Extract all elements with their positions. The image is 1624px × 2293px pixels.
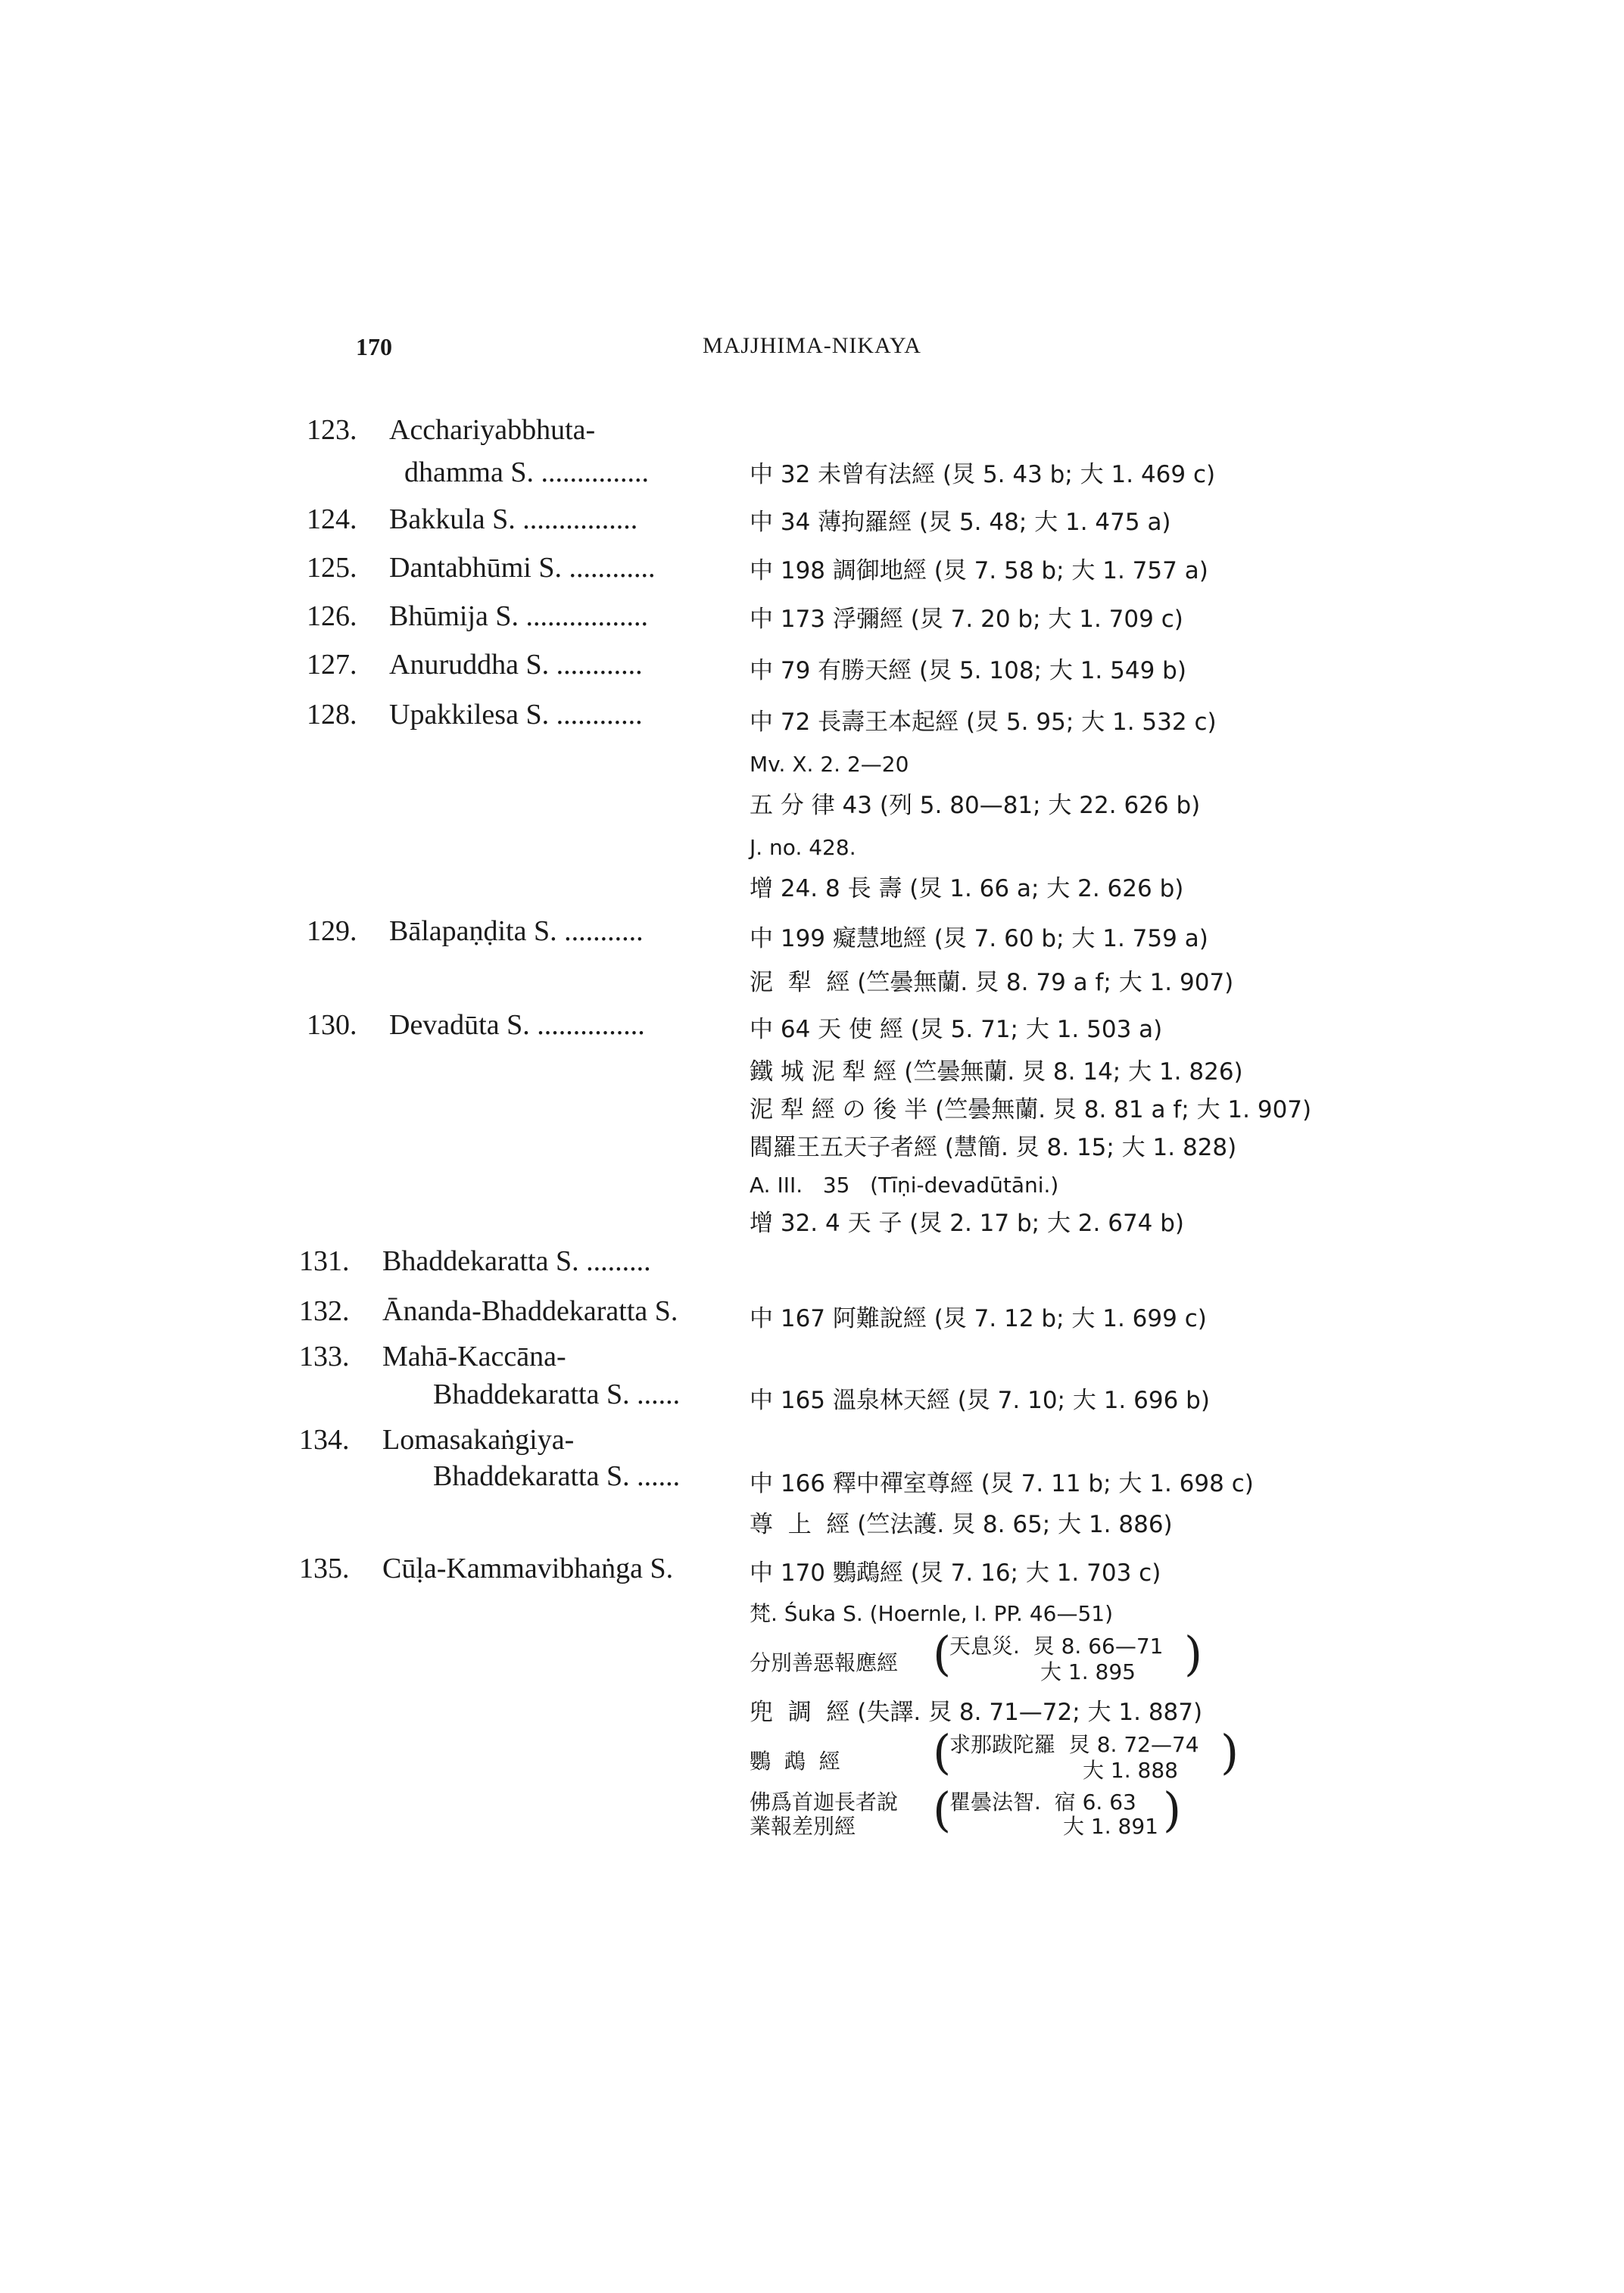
reference-line: 大 1. 888 — [1083, 1758, 1178, 1783]
entry-number: 127. — [307, 649, 357, 681]
entry-number: 128. — [307, 699, 357, 731]
entry-number: 133. — [299, 1341, 350, 1372]
reference-line: 大 1. 895 — [1040, 1659, 1136, 1684]
reference: 閻羅王五天子者經 (慧簡. 炅 8. 15; 大 1. 828) — [750, 1134, 1237, 1161]
entry-number: 125. — [307, 552, 357, 584]
reference: 中 79 有勝天經 (炅 5. 108; 大 1. 549 b) — [750, 657, 1186, 684]
reference: 五 分 律 43 (列 5. 80—81; 大 22. 626 b) — [750, 792, 1201, 819]
reference: 中 173 浮彌經 (炅 7. 20 b; 大 1. 709 c) — [750, 606, 1183, 633]
entry-number: 123. — [307, 414, 357, 446]
left-paren: ( — [933, 1782, 952, 1837]
reference: 泥 犁 經 の 後 半 (竺曇無蘭. 炅 8. 81 a f; 大 1. 907) — [750, 1096, 1312, 1123]
reference: 中 64 天 使 經 (炅 5. 71; 大 1. 503 a) — [750, 1016, 1163, 1043]
entry-number: 135. — [299, 1553, 350, 1584]
entry-title: Devadūta S. ............... — [389, 1009, 645, 1041]
reference: 中 170 鸚鵡經 (炅 7. 16; 大 1. 703 c) — [750, 1559, 1161, 1587]
left-paren: ( — [933, 1626, 952, 1681]
reference: 鐵 城 泥 犁 經 (竺曇無蘭. 炅 8. 14; 大 1. 826) — [750, 1058, 1243, 1086]
right-paren: ) — [1184, 1626, 1203, 1681]
reference: 鸚 鵡 經 — [750, 1749, 840, 1774]
reference: 兜 調 經 (失譯. 炅 8. 71—72; 大 1. 887) — [750, 1699, 1203, 1726]
reference: Mv. X. 2. 2—20 — [750, 752, 909, 777]
reference: 增 24. 8 長 壽 (炅 1. 66 a; 大 2. 626 b) — [750, 875, 1184, 902]
reference: 梵. Śuka S. (Hoernle, I. PP. 46—51) — [750, 1601, 1114, 1626]
entry-title-line2: Bhaddekaratta S. ...... — [433, 1379, 681, 1410]
entry-title: Bhaddekaratta S. ......... — [382, 1245, 651, 1277]
entry-title-line1: Lomasakaṅgiya- — [382, 1424, 575, 1456]
entry-title: Ānanda-Bhaddekaratta S. — [382, 1295, 678, 1327]
entry-title-line2: dhamma S. ............... — [404, 456, 649, 488]
reference: 中 167 阿難說經 (炅 7. 12 b; 大 1. 699 c) — [750, 1305, 1207, 1332]
running-title: MAJJHIMA-NIKAYA — [703, 333, 921, 358]
reference-line: 瞿曇法智. 宿 6. 63 — [949, 1790, 1136, 1815]
entry-number: 129. — [307, 915, 357, 947]
entry-number: 132. — [299, 1295, 350, 1327]
entry-number: 131. — [299, 1245, 350, 1277]
left-paren: ( — [933, 1724, 952, 1780]
reference: 泥 犁 經 (竺曇無蘭. 炅 8. 79 a f; 大 1. 907) — [750, 969, 1234, 996]
entry-title: Dantabhūmi S. ............ — [389, 552, 656, 584]
reference: 分別善惡報應經 — [750, 1650, 899, 1675]
entry-number: 124. — [307, 503, 357, 535]
entry-title: Bakkula S. ................ — [389, 503, 638, 535]
entry-number: 126. — [307, 600, 357, 632]
reference: 佛爲首迦長者說 — [750, 1790, 899, 1815]
reference: 中 32 未曾有法經 (炅 5. 43 b; 大 1. 469 c) — [750, 461, 1216, 488]
reference: 中 165 溫泉林天經 (炅 7. 10; 大 1. 696 b) — [750, 1387, 1210, 1414]
entry-title: Bālapaṇḍita S. ........... — [389, 915, 644, 947]
reference-line: 求那跋陀羅 炅 8. 72—74 — [949, 1732, 1199, 1757]
page-number: 170 — [356, 333, 392, 360]
reference-line: 大 1. 891 — [1063, 1814, 1158, 1839]
reference: 尊 上 經 (竺法護. 炅 8. 65; 大 1. 886) — [750, 1511, 1173, 1538]
right-paren: ) — [1163, 1782, 1182, 1837]
reference: 增 32. 4 天 子 (炅 2. 17 b; 大 2. 674 b) — [750, 1210, 1185, 1237]
entry-number: 130. — [307, 1009, 357, 1041]
reference: 中 72 長壽王本起經 (炅 5. 95; 大 1. 532 c) — [750, 709, 1217, 736]
reference: 中 199 癡慧地經 (炅 7. 60 b; 大 1. 759 a) — [750, 925, 1208, 952]
entry-title: Anuruddha S. ............ — [389, 649, 643, 681]
reference-line: 天息災. 炅 8. 66—71 — [949, 1634, 1164, 1659]
reference: 業報差別經 — [750, 1814, 856, 1839]
entry-title: Cūḷa-Kammavibhaṅga S. — [382, 1553, 674, 1584]
reference: J. no. 428. — [750, 835, 856, 860]
entry-title: Upakkilesa S. ............ — [389, 699, 643, 731]
reference: 中 166 釋中禪室尊經 (炅 7. 11 b; 大 1. 698 c) — [750, 1470, 1254, 1497]
reference: 中 198 調御地經 (炅 7. 58 b; 大 1. 757 a) — [750, 557, 1208, 584]
entry-title-line1: Mahā-Kaccāna- — [382, 1341, 566, 1372]
entry-title-line1: Acchariyabbhuta- — [389, 414, 596, 446]
right-paren: ) — [1220, 1724, 1239, 1780]
entry-title-line2: Bhaddekaratta S. ...... — [433, 1460, 681, 1492]
entry-number: 134. — [299, 1424, 350, 1456]
entry-title: Bhūmija S. ................. — [389, 600, 649, 632]
reference: A. III. 35 (Tīṇi-devadūtāni.) — [750, 1173, 1059, 1198]
reference: 中 34 薄拘羅經 (炅 5. 48; 大 1. 475 a) — [750, 509, 1171, 536]
